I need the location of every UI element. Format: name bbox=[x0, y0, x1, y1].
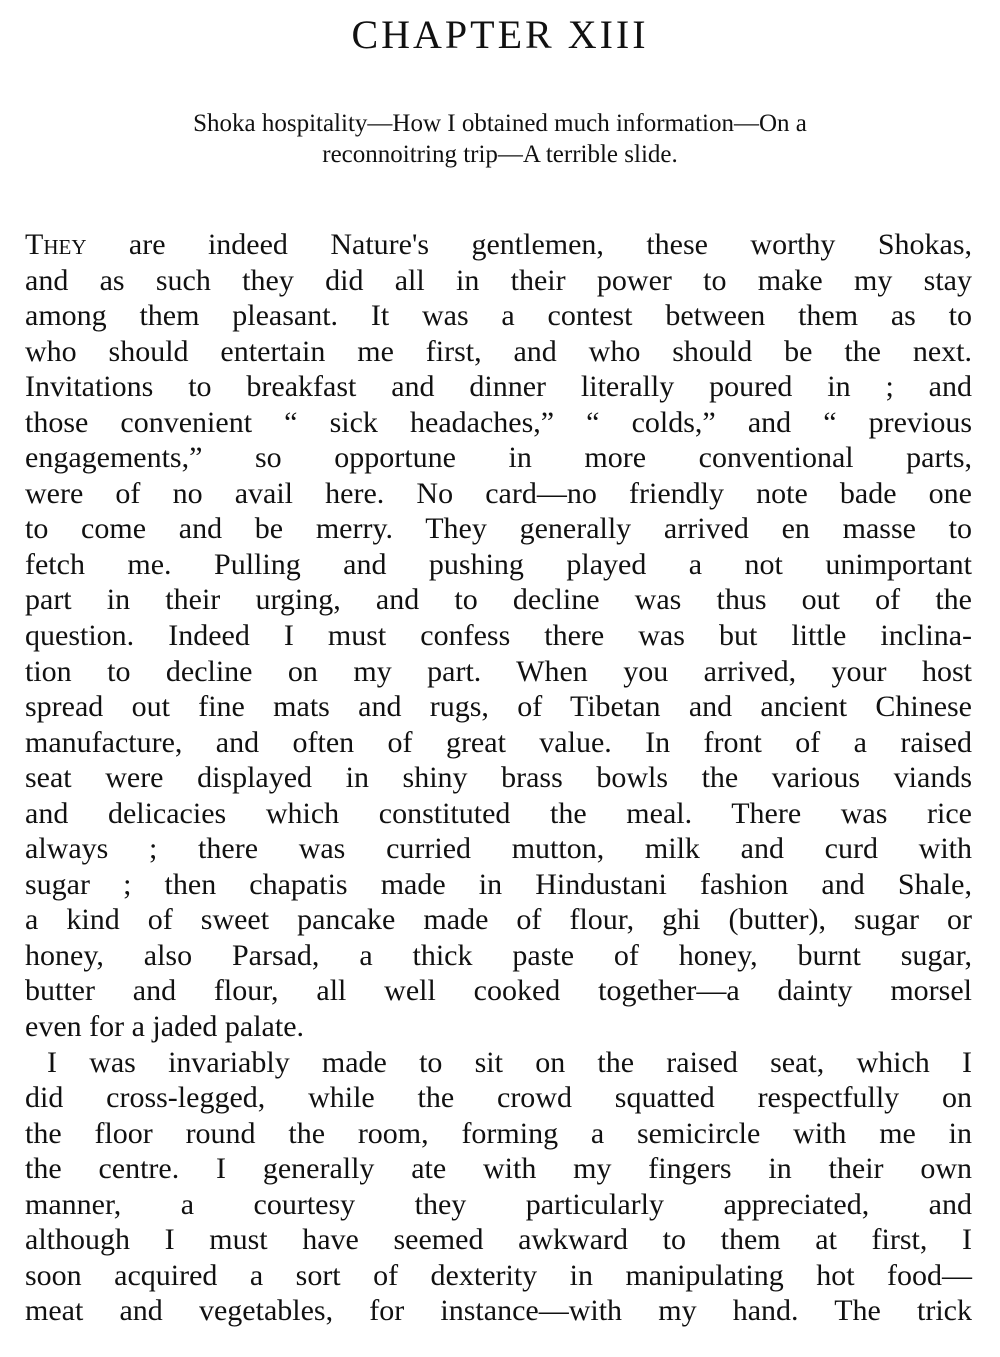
synopsis-line: Shoka hospitality—How I obtained much information—On a bbox=[193, 110, 807, 137]
text-line: honey, also Parsad, a thick paste of honey, burnt sugar, bbox=[25, 938, 972, 972]
text-line: were of no avail here. No card—no friendly note bade one bbox=[25, 476, 972, 510]
text-line: manufacture, and often of great value. In front of a raised bbox=[25, 725, 972, 759]
text-line: part in their urging, and to decline was thus out of the bbox=[25, 583, 972, 617]
text-line: to come and be merry. They generally arrived en masse to bbox=[25, 512, 972, 546]
text-line: the floor round the room, forming a semicircle with me in bbox=[25, 1116, 972, 1150]
text-line: those convenient “ sick headaches,” “ colds,” and “ previous bbox=[25, 405, 972, 439]
text-line: Invitations to breakfast and dinner literally poured in ; and bbox=[25, 370, 972, 404]
text-line: butter and flour, all well cooked together—a dainty morsel bbox=[25, 974, 972, 1008]
text-line: and as such they did all in their power to make my stay bbox=[25, 263, 972, 297]
chapter-title: CHAPTER XIII bbox=[351, 12, 649, 57]
text-line: fetch me. Pulling and pushing played a not unimportant bbox=[25, 547, 972, 581]
text-line: question. Indeed I must confess there was but little inclina- bbox=[25, 619, 972, 653]
text-line: soon acquired a sort of dexterity in manipulating hot food— bbox=[25, 1258, 972, 1292]
text-line: among them pleasant. It was a contest between them as to bbox=[25, 299, 972, 333]
text-line: even for a jaded palate. bbox=[25, 1010, 305, 1044]
text-line: seat were displayed in shiny brass bowls the various viands bbox=[25, 761, 972, 795]
text-line: always ; there was curried mutton, milk and curd with bbox=[25, 832, 972, 866]
text-line: They are indeed Nature's gentlemen, these worthy Shokas, bbox=[25, 228, 972, 261]
text-line: a kind of sweet pancake made of flour, ghi (butter), sugar or bbox=[25, 903, 972, 937]
text-line: the centre. I generally ate with my fingers in their own bbox=[25, 1152, 972, 1186]
text-line: who should entertain me first, and who should be the next. bbox=[25, 334, 972, 368]
text-line: manner, a courtesy they particularly appreciated, and bbox=[25, 1187, 972, 1221]
text-line: I was invariably made to sit on the raised seat, which I bbox=[47, 1045, 972, 1079]
text-line: and delicacies which constituted the meal. There was rice bbox=[25, 796, 972, 830]
drop-word: They bbox=[25, 228, 87, 261]
synopsis-line: reconnoitring trip—A terrible slide. bbox=[322, 141, 678, 168]
text-line: spread out fine mats and rugs, of Tibetan and ancient Chinese bbox=[25, 690, 972, 724]
chapter-synopsis bbox=[60, 108, 940, 170]
text-line: tion to decline on my part. When you arrived, your host bbox=[25, 654, 972, 688]
text-line: sugar ; then chapatis made in Hindustani fashion and Shale, bbox=[25, 867, 972, 901]
body-text bbox=[25, 227, 972, 1329]
text-line: engagements,” so opportune in more conventional parts, bbox=[25, 441, 972, 475]
text-line: meat and vegetables, for instance—with my hand. The trick bbox=[25, 1294, 972, 1328]
text-line: although I must have seemed awkward to them at first, I bbox=[25, 1223, 972, 1257]
text-line: did cross-legged, while the crowd squatted respectfully on bbox=[25, 1081, 972, 1115]
